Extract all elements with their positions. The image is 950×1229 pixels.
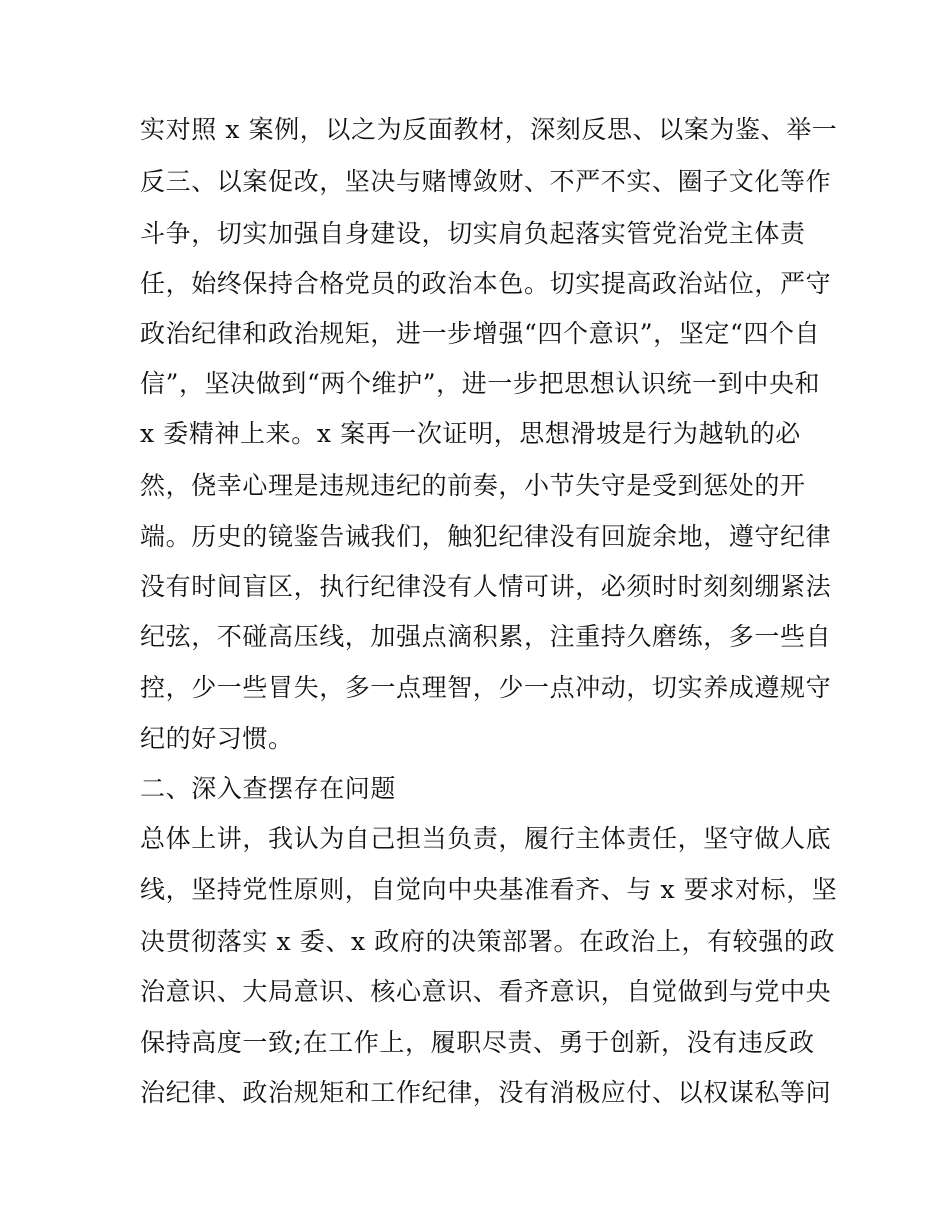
section-heading: 二、深入查摆存在问题 [140, 774, 397, 803]
text-line: 线，坚持党性原则，自觉向中央基准看齐、与 x 要求对标，坚 [140, 875, 838, 904]
text-line: 实对照 x 案例，以之为反面教材，深刻反思、以案为鉴、举一 [140, 115, 838, 144]
text-line: 信”，坚决做到“两个维护”，进一步把思想认识统一到中央和 [140, 369, 821, 398]
text-line: 治意识、大局意识、核心意识、看齐意识，自觉做到与党中央 [140, 977, 832, 1006]
text-line: 没有时间盲区，执行纪律没有人情可讲，必须时时刻刻绷紧法 [140, 572, 832, 601]
text-line: 斗争，切实加强自身建设，切实肩负起落实管党治党主体责 [140, 219, 806, 248]
text-line: x 委精神上来。x 案再一次证明，思想滑坡是行为越轨的必 [140, 419, 801, 448]
text-line: 端。历史的镜鉴告诫我们，触犯纪律没有回旋余地，遵守纪律 [140, 522, 832, 551]
text-line: 纪弦，不碰高压线，加强点滴积累，注重持久磨练，多一些自 [140, 622, 832, 651]
text-line: 纪的好习惯。 [140, 724, 294, 753]
text-line: 反三、以案促改，坚决与赌博敛财、不严不实、圈子文化等作 [140, 167, 832, 196]
text-line: 政治纪律和政治规矩，进一步增强“四个意识”，坚定“四个自 [140, 319, 821, 348]
text-line: 控，少一些冒失，多一点理智，少一点冲动，切实养成遵规守 [140, 673, 832, 702]
text-line: 总体上讲，我认为自己担当负责，履行主体责任，坚守做人底 [140, 824, 832, 853]
text-line: 保持高度一致;在工作上，履职尽责、勇于创新，没有违反政 [140, 1028, 815, 1057]
text-line: 决贯彻落实 x 委、x 政府的决策部署。在政治上，有较强的政 [140, 927, 836, 956]
text-line: 任，始终保持合格党员的政治本色。切实提高政治站位，严守 [140, 269, 832, 298]
text-line: 然，侥幸心理是违规违纪的前奏，小节失守是受到惩处的开 [140, 471, 806, 500]
text-line: 治纪律、政治规矩和工作纪律，没有消极应付、以权谋私等问 [140, 1078, 832, 1107]
